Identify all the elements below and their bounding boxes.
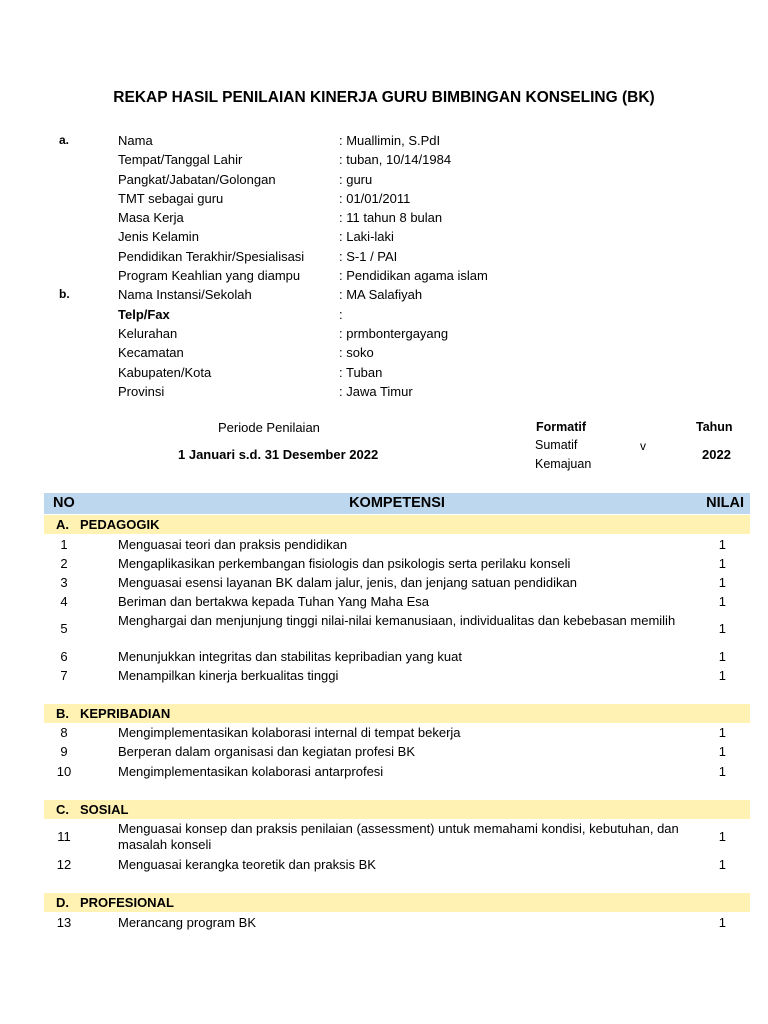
identity-label: Telp/Fax <box>118 306 170 322</box>
identity-row-tmt <box>0 189 768 208</box>
selected-mark: v <box>640 439 646 453</box>
identity-row-village <box>0 324 768 343</box>
year-label: Tahun <box>696 420 733 434</box>
row-competency: Merancang program BK <box>118 915 257 930</box>
row-competency: Berperan dalam organisasi dan kegiatan profesi BK <box>118 744 416 759</box>
identity-row-rank <box>0 170 768 189</box>
section-b-marker: b. <box>59 287 70 302</box>
identity-label: Jenis Kelamin <box>118 229 199 245</box>
row-score: 1 <box>718 537 726 552</box>
row-number: 5 <box>60 621 68 636</box>
row-score: 1 <box>718 915 726 930</box>
formatif-label: Formatif <box>536 420 586 434</box>
document-title: REKAP HASIL PENILAIAN KINERJA GURU BIMBINGAN KONSELING (BK) <box>113 89 655 106</box>
row-score: 1 <box>718 621 726 636</box>
row-number: 13 <box>56 915 72 930</box>
identity-row-province <box>0 382 768 401</box>
section-name: KEPRIBADIAN <box>80 706 171 721</box>
identity-label: Nama Instansi/Sekolah <box>118 287 252 303</box>
row-number: 7 <box>60 668 68 683</box>
identity-value: : tuban, 10/14/1984 <box>339 152 452 168</box>
identity-label: Pangkat/Jabatan/Golongan <box>118 171 276 187</box>
section-profesional <box>44 893 750 912</box>
row-competency: Menunjukkan integritas dan stabilitas kepribadian yang kuat <box>118 649 462 664</box>
row-number: 8 <box>60 725 68 740</box>
identity-row-gender <box>0 227 768 246</box>
section-name: PROFESIONAL <box>80 895 174 910</box>
identity-label: Masa Kerja <box>118 210 184 226</box>
identity-row-program <box>0 266 768 285</box>
identity-value: : MA Salafiyah <box>339 287 423 303</box>
row-score: 1 <box>718 556 726 571</box>
row-score: 1 <box>718 668 726 683</box>
row-competency: Menguasai konsep dan praksis penilaian (assessment) untuk memahami kondisi, kebutuhan, dan masalah konseli <box>118 821 679 852</box>
identity-row-school <box>0 285 768 304</box>
identity-row-name <box>0 131 768 150</box>
identity-value: : Pendidikan agama islam <box>339 268 488 284</box>
identity-value: : Jawa Timur <box>339 383 413 399</box>
identity-row-district <box>0 343 768 362</box>
identity-row-birth <box>0 150 768 169</box>
row-number: 4 <box>60 594 68 609</box>
section-sosial <box>44 800 750 819</box>
row-score: 1 <box>718 649 726 664</box>
row-competency: Mengimplementasikan kolaborasi antarprofesi <box>118 764 384 779</box>
identity-label: Kecamatan <box>118 345 184 361</box>
row-score: 1 <box>718 857 726 872</box>
identity-label: Pendidikan Terakhir/Spesialisasi <box>118 248 305 264</box>
identity-value: : 11 tahun 8 bulan <box>339 210 443 226</box>
period-value: 1 Januari s.d. 31 Desember 2022 <box>178 447 379 462</box>
header-nilai: NILAI <box>706 495 744 511</box>
section-name: SOSIAL <box>80 802 129 817</box>
row-number: 6 <box>60 649 68 664</box>
identity-label: Kabupaten/Kota <box>118 364 212 380</box>
row-score: 1 <box>718 829 726 844</box>
section-letter: A. <box>56 517 69 532</box>
row-score: 1 <box>718 764 726 779</box>
row-competency: Menampilkan kinerja berkualitas tinggi <box>118 668 339 683</box>
identity-value: : Muallimin, S.PdI <box>339 133 441 148</box>
row-score: 1 <box>718 575 726 590</box>
identity-value: : Laki-laki <box>339 229 394 245</box>
identity-label: Tempat/Tanggal Lahir <box>118 152 243 168</box>
identity-value: : prmbontergayang <box>339 325 449 341</box>
row-number: 1 <box>60 537 68 552</box>
row-score: 1 <box>718 594 726 609</box>
sumatif-label: Sumatif <box>535 438 578 452</box>
identity-label: Kelurahan <box>118 325 178 341</box>
row-number: 9 <box>60 744 68 759</box>
row-competency: Menguasai esensi layanan BK dalam jalur, jenis, dan jenjang satuan pendidikan <box>118 575 577 590</box>
row-number: 10 <box>56 764 72 779</box>
identity-value: : <box>339 306 343 322</box>
row-competency: Menguasai teori dan praksis pendidikan <box>118 537 348 552</box>
identity-block <box>0 131 768 401</box>
header-kompetensi: KOMPETENSI <box>349 495 445 511</box>
section-letter: C. <box>56 802 69 817</box>
section-a-marker: a. <box>59 133 70 147</box>
identity-label: Nama <box>118 133 153 148</box>
identity-label: Program Keahlian yang diampu <box>118 268 301 284</box>
identity-value: : S-1 / PAI <box>339 248 398 264</box>
row-score: 1 <box>718 744 726 759</box>
section-name: PEDAGOGIK <box>80 517 160 532</box>
identity-value: : 01/01/2011 <box>339 190 411 206</box>
row-number: 3 <box>60 575 68 590</box>
row-competency: Menghargai dan menjunjung tinggi nilai-nilai kemanusiaan, individualitas dan kebebasan memilih <box>118 613 676 628</box>
identity-row-education <box>0 247 768 266</box>
row-competency: Mengaplikasikan perkembangan fisiologis dan psikologis serta perilaku konseli <box>118 556 571 571</box>
table-header <box>44 493 750 514</box>
section-kepribadian <box>44 704 750 723</box>
period-label: Periode Penilaian <box>218 420 320 435</box>
identity-row-regency <box>0 363 768 382</box>
section-pedagogik <box>44 515 750 534</box>
identity-row-tenure <box>0 208 768 227</box>
row-number: 12 <box>56 857 72 872</box>
year-value: 2022 <box>702 447 731 462</box>
identity-value: : soko <box>339 345 374 361</box>
header-no: NO <box>53 495 75 511</box>
section-letter: D. <box>56 895 69 910</box>
row-number: 11 <box>57 829 71 844</box>
identity-label: TMT sebagai guru <box>118 190 224 206</box>
row-score: 1 <box>718 725 726 740</box>
kemajuan-label: Kemajuan <box>535 457 592 471</box>
row-competency: Mengimplementasikan kolaborasi internal di tempat bekerja <box>118 725 461 740</box>
section-letter: B. <box>56 706 69 721</box>
identity-row-phone <box>0 305 768 324</box>
row-number: 2 <box>60 556 68 571</box>
identity-label: Provinsi <box>118 383 165 399</box>
identity-value: : Tuban <box>339 364 383 380</box>
identity-value: : guru <box>339 171 373 187</box>
row-competency: Beriman dan bertakwa kepada Tuhan Yang Maha Esa <box>118 594 430 609</box>
row-competency: Menguasai kerangka teoretik dan praksis BK <box>118 857 376 872</box>
